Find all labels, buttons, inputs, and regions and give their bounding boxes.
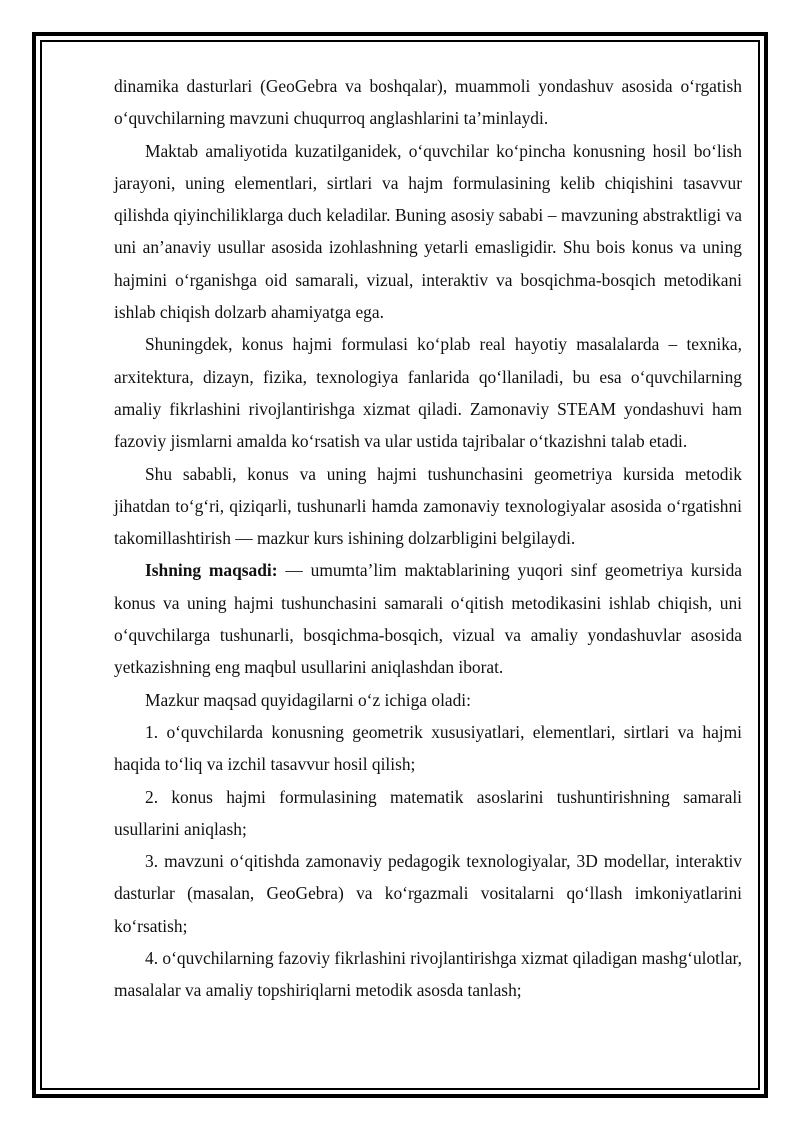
goal-text: — umumta’lim maktablarining yuqori sinf geometriya kursida konus va uning hajmi tushunchasini samarali o‘qitish metodikasini ishlab chiqish, uni o‘quvchilarga tushunarli, bosqichma-bosqich, vizual va amaliy yondashuvlar asosida yetkazishning eng maqbul usullarini aniqlashdan iborat.	[114, 560, 742, 678]
list-item: 3. mavzuni o‘qitishda zamonaviy pedagogik texnologiyalar, 3D modellar, interaktiv dasturlar (masalan, GeoGebra) va ko‘rgazmali vositalarni qo‘llash imkoniyatlarini ko‘rsatish;	[114, 851, 742, 936]
paragraph-relevance: Shu sababli, konus va uning hajmi tushunchasini geometriya kursida metodik jihatdan to‘g‘ri, qiziqarli, tushunarli hamda zamonaviy texnologiyalar asosida o‘rgatishni takomillashtirish — mazkur kurs ishining dolzarbligini belgilaydi.	[114, 463, 742, 549]
paragraph-applications: Shuningdek, konus hajmi formulasi ko‘plab real hayotiy masalalarda – texnika, arxitektura, dizayn, fizika, texnologiya fanlarida qo‘llaniladi, bu esa o‘quvchilarning amaliy fikrlashini rivojlantirishga xizmat qiladi. Zamonaviy STEAM yondashuvi ham fazoviy jismlarni amalda ko‘rsatish va ular ustida tajribalar o‘tkazishni talab etadi.	[114, 334, 742, 452]
paragraph-goal-includes: Mazkur maqsad quyidagilarni o‘z ichiga oladi:	[145, 689, 471, 710]
goal-heading: Ishning maqsadi:	[145, 560, 278, 581]
document-body	[114, 70, 742, 1007]
list-item: 4. o‘quvchilarning fazoviy fikrlashini rivojlantirishga xizmat qiladigan mashg‘ulotlar, masalalar va amaliy topshiriqlarni metodik asosda tanlash;	[114, 948, 742, 1001]
paragraph-goal	[114, 554, 742, 683]
paragraph-problem: Maktab amaliyotida kuzatilganidek, o‘quvchilar ko‘pincha konusning hosil bo‘lish jarayoni, uning elementlari, sirtlari va hajm formulasining kelib chiqishini tasavvur qilishda qiyinchiliklarga duch keladilar. Buning asosiy sababi – mavzuning abstraktligi va uni an’anaviy usullar asosida izohlashning yetarli emasligidir. Shu bois konus va uning hajmini o‘rganishga oid samarali, vizual, interaktiv va bosqichma-bosqich metodikani ishlab chiqish dolzarb ahamiyatga ega.	[114, 140, 742, 323]
paragraph-intro-continuation: dinamika dasturlari (GeoGebra va boshqalar), muammoli yondashuv asosida o‘rgatish o‘quvchilarning mavzuni chuqurroq anglashlarini ta’minlaydi.	[114, 76, 742, 129]
list-item: 2. konus hajmi formulasining matematik asoslarini tushuntirishning samarali usullarini aniqlash;	[114, 786, 742, 839]
list-item: 1. o‘quvchilarda konusning geometrik xususiyatlari, elementlari, sirtlari va hajmi haqida to‘liq va izchil tasavvur hosil qilish;	[114, 721, 742, 775]
